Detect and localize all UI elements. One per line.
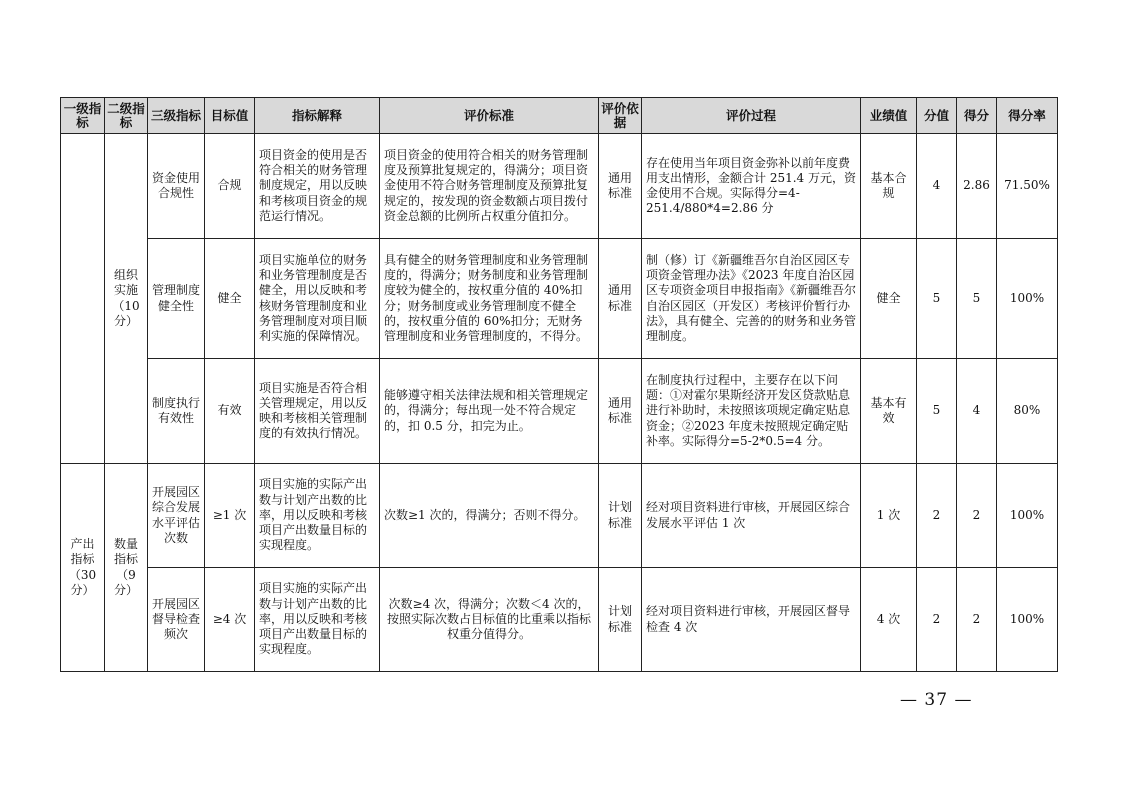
table-row (61, 359, 1058, 464)
score-cell: 4 (957, 359, 997, 464)
score-value-cell: 4 (917, 134, 957, 239)
basis-cell: 通用标准 (599, 134, 642, 239)
header-level1: 一级指标 (61, 98, 105, 134)
explain-cell: 项目实施是否符合相关管理规定，用以反映和考核相关管理制度的有效执行情况。 (255, 359, 380, 464)
target-cell: 合规 (205, 134, 255, 239)
level3-cell: 开展园区综合发展水平评估次数 (148, 464, 205, 568)
performance-cell: 4 次 (861, 568, 917, 672)
process-cell: 制（修）订《新疆维吾尔自治区园区专项资金管理办法》《2023 年度自治区园区专项资金项目申报指南》《新疆维吾尔自治区园区（开发区）考核评价暂行办法》，具有健全、完善的的财务和业务管理制度。 (642, 239, 861, 359)
standard-cell: 能够遵守相关法律法规和相关管理规定的，得满分；每出现一处不符合规定的，扣 0.5 分，扣完为止。 (380, 359, 599, 464)
level1-cell-empty (61, 134, 105, 464)
explain-cell: 项目实施的实际产出数与计划产出数的比率，用以反映和考核项目产出数量目标的实现程度。 (255, 464, 380, 568)
rate-cell: 100% (997, 464, 1058, 568)
target-cell: ≥1 次 (205, 464, 255, 568)
level1-output: 产出指标（30分） (61, 464, 105, 672)
header-score-value: 分值 (917, 98, 957, 134)
rate-cell: 71.50% (997, 134, 1058, 239)
evaluation-table (60, 97, 1058, 672)
score-value-cell: 5 (917, 359, 957, 464)
score-value-cell: 2 (917, 568, 957, 672)
explain-cell: 项目实施单位的财务和业务管理制度是否健全，用以反映和考核财务管理制度和业务管理制度对项目顺利实施的保障情况。 (255, 239, 380, 359)
table-row (61, 134, 1058, 239)
basis-cell: 计划标准 (599, 568, 642, 672)
rate-cell: 80% (997, 359, 1058, 464)
score-value-cell: 2 (917, 464, 957, 568)
header-level2: 二级指标 (105, 98, 148, 134)
basis-cell: 通用标准 (599, 359, 642, 464)
header-basis: 评价依据 (599, 98, 642, 134)
header-rate: 得分率 (997, 98, 1058, 134)
level3-cell: 开展园区督导检查频次 (148, 568, 205, 672)
level2-quantity: 数量指标（9分） (105, 464, 148, 672)
target-cell: 健全 (205, 239, 255, 359)
standard-cell: 次数≥1 次的，得满分；否则不得分。 (380, 464, 599, 568)
header-level3: 三级指标 (148, 98, 205, 134)
header-explain: 指标解释 (255, 98, 380, 134)
basis-cell: 计划标准 (599, 464, 642, 568)
header-score: 得分 (957, 98, 997, 134)
header-performance: 业绩值 (861, 98, 917, 134)
target-cell: ≥4 次 (205, 568, 255, 672)
standard-cell: 项目资金的使用符合相关的财务管理制度及预算批复规定的，得满分；项目资金使用不符合财务管理制度及预算批复规定的，按发现的资金数额占项目拨付资金总额的比例所占权重分值扣分。 (380, 134, 599, 239)
score-cell: 2 (957, 568, 997, 672)
level2-org-impl: 组织实施（10分） (105, 134, 148, 464)
score-value-cell: 5 (917, 239, 957, 359)
level3-cell: 资金使用合规性 (148, 134, 205, 239)
process-cell: 经对项目资料进行审核，开展园区综合发展水平评估 1 次 (642, 464, 861, 568)
table-row (61, 464, 1058, 568)
rate-cell: 100% (997, 239, 1058, 359)
score-cell: 5 (957, 239, 997, 359)
performance-cell: 健全 (861, 239, 917, 359)
process-cell: 在制度执行过程中，主要存在以下问题：①对霍尔果斯经济开发区贷款贴息进行补助时，未按照该项规定确定贴息资金；②2023 年度未按照规定确定贴补率。实际得分=5-2*0.5=4 分。 (642, 359, 861, 464)
performance-cell: 基本合规 (861, 134, 917, 239)
page-number: — 37 — (900, 690, 973, 710)
header-target: 目标值 (205, 98, 255, 134)
header-process: 评价过程 (642, 98, 861, 134)
rate-cell: 100% (997, 568, 1058, 672)
level3-cell: 管理制度健全性 (148, 239, 205, 359)
performance-cell: 1 次 (861, 464, 917, 568)
explain-cell: 项目资金的使用是否符合相关的财务管理制度规定，用以反映和考核项目资金的规范运行情况。 (255, 134, 380, 239)
header-standard: 评价标准 (380, 98, 599, 134)
score-cell: 2.86 (957, 134, 997, 239)
performance-cell: 基本有效 (861, 359, 917, 464)
score-cell: 2 (957, 464, 997, 568)
process-cell: 存在使用当年项目资金弥补以前年度费用支出情形，金额合计 251.4 万元，资金使用不合规。实际得分=4-251.4/880*4=2.86 分 (642, 134, 861, 239)
header-row (61, 98, 1058, 134)
explain-cell: 项目实施的实际产出数与计划产出数的比率，用以反映和考核项目产出数量目标的实现程度。 (255, 568, 380, 672)
level3-cell: 制度执行有效性 (148, 359, 205, 464)
table-row (61, 568, 1058, 672)
basis-cell: 通用标准 (599, 239, 642, 359)
standard-cell: 具有健全的财务管理制度和业务管理制度的，得满分；财务制度和业务管理制度较为健全的，按权重分值的 40%扣分；财务制度或业务管理制度不健全的，按权重分值的 60%扣分；无财务管理制度和业务管理制度的，不得分。 (380, 239, 599, 359)
table-row (61, 239, 1058, 359)
target-cell: 有效 (205, 359, 255, 464)
standard-cell: 次数≥4 次，得满分；次数＜4 次的，按照实际次数占目标值的比重乘以指标权重分值得分。 (380, 568, 599, 672)
process-cell: 经对项目资料进行审核，开展园区督导检查 4 次 (642, 568, 861, 672)
